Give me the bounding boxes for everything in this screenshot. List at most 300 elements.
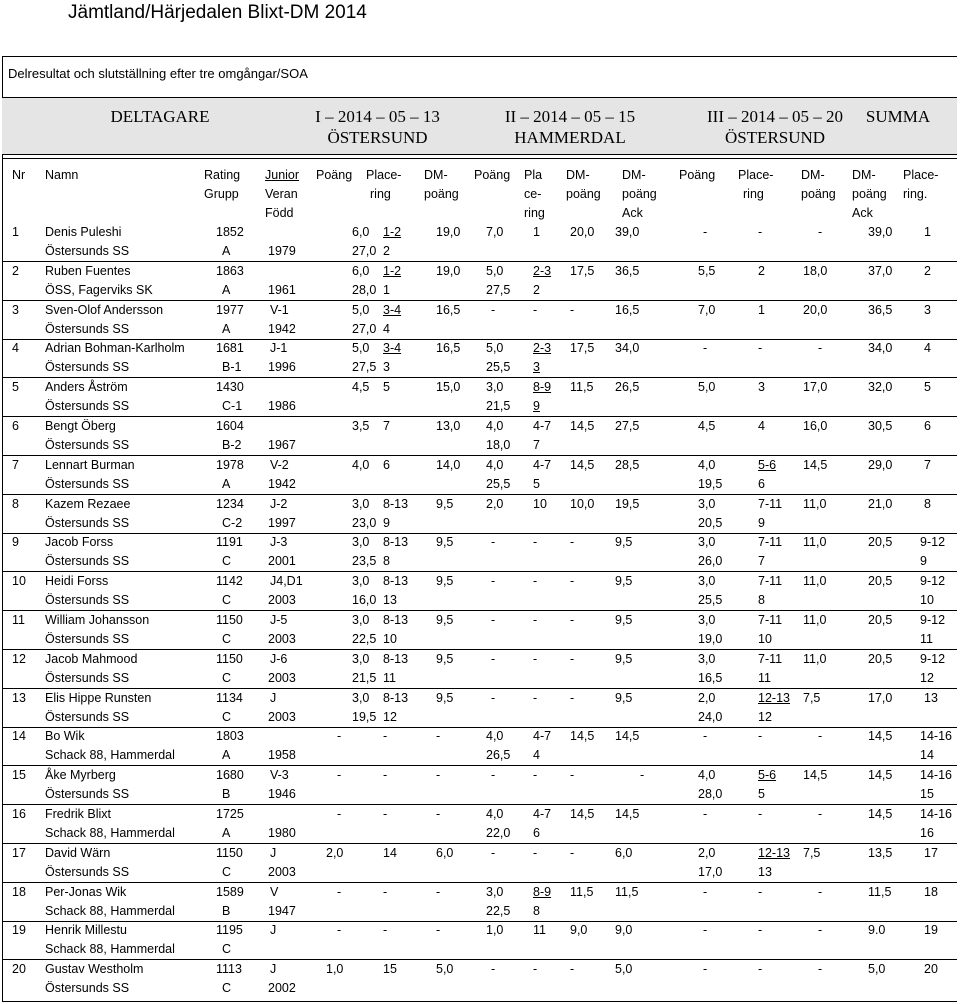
score-cell: 14,5 [803, 458, 828, 472]
score-cell: 11,5 [615, 885, 639, 899]
score-cell-sub: 27,5 [486, 283, 511, 297]
score-cell: 28,5 [615, 458, 640, 472]
score-cell: - [491, 535, 496, 549]
score-cell: 3,0 [352, 497, 370, 511]
col-header-r3-place1: Place- [738, 168, 774, 182]
score-cell: 20,5 [868, 652, 893, 666]
player-group: C [222, 865, 232, 879]
score-cell-sub: 25,5 [698, 593, 723, 607]
score-cell: 11 [533, 923, 546, 937]
group-round2 [495, 106, 645, 148]
score-cell: 3,0 [352, 535, 370, 549]
score-cell: 4-7 [533, 458, 552, 472]
score-cell: 3,0 [486, 885, 504, 899]
player-name: Henrik Millestu [45, 923, 127, 937]
round1-date: I – 2014 – 05 – 13 [315, 107, 440, 126]
score-cell: - [491, 768, 496, 782]
score-cell: - [533, 303, 538, 317]
player-group: A [222, 748, 231, 762]
col-header-r2-pla3: ring [524, 206, 545, 220]
score-cell: - [337, 923, 342, 937]
score-cell: 1-2 [383, 225, 402, 239]
score-cell: - [533, 768, 538, 782]
player-rating: 1604 [216, 419, 244, 433]
score-cell: - [337, 729, 342, 743]
score-cell: - [703, 225, 708, 239]
score-cell: - [703, 807, 708, 821]
row-divider [2, 921, 957, 922]
score-cell: 1,0 [326, 962, 344, 976]
player-rating: 1150 [216, 652, 243, 666]
score-cell: - [570, 303, 575, 317]
player-club: Östersunds SS [45, 554, 130, 568]
group-summa: SUMMA [865, 107, 931, 126]
score-cell: - [703, 962, 708, 976]
score-cell: 14,5 [570, 729, 595, 743]
round2-place: HAMMERDAL [514, 128, 626, 147]
player-junior-veteran: J-5 [270, 613, 288, 627]
score-cell: - [758, 341, 763, 355]
score-cell: 4,5 [698, 419, 716, 433]
score-cell-sub: 11 [758, 671, 771, 685]
player-birth-year: 1942 [268, 322, 296, 336]
round3-place: ÖSTERSUND [724, 128, 826, 147]
score-cell: 17 [924, 846, 938, 860]
score-cell-sub: 17,0 [698, 865, 723, 879]
score-cell: 2 [758, 264, 765, 278]
score-cell: 9,5 [436, 497, 454, 511]
col-header-r3-poang: Poäng [679, 168, 716, 182]
score-cell: 7-11 [758, 652, 783, 666]
row-divider [2, 533, 957, 534]
player-rating: 1150 [216, 846, 243, 860]
group-round1 [305, 106, 450, 148]
score-cell: 16,5 [615, 303, 640, 317]
score-cell: 2,0 [698, 691, 716, 705]
score-cell: 5,0 [486, 341, 504, 355]
score-cell-sub: 25,5 [486, 360, 511, 374]
score-cell-sub: 11 [383, 671, 396, 685]
score-cell: - [758, 729, 763, 743]
score-cell: 8-9 [533, 885, 552, 899]
score-cell: 1-2 [383, 264, 402, 278]
score-cell: 7-11 [758, 574, 783, 588]
row-divider [2, 300, 957, 301]
score-cell: - [818, 341, 823, 355]
player-club: Schack 88, Hammerdal [45, 904, 175, 918]
score-cell: 5,0 [868, 962, 886, 976]
player-club: Östersunds SS [45, 671, 130, 685]
row-number: 10 [12, 574, 26, 588]
player-club: Östersunds SS [45, 710, 130, 724]
player-rating: 1191 [216, 535, 243, 549]
player-club: Östersunds SS [45, 477, 130, 491]
player-junior-veteran: J [270, 962, 277, 976]
score-cell: 19,0 [436, 225, 461, 239]
player-birth-year: 2003 [268, 632, 296, 646]
score-cell: 3,0 [698, 613, 716, 627]
score-cell-sub: 13 [758, 865, 772, 879]
score-cell-sub: 20,5 [698, 516, 723, 530]
col-header-s-dmack2: poäng [852, 187, 887, 201]
col-header-r1-place2: ring [370, 187, 391, 201]
row-divider [2, 765, 957, 766]
score-cell: - [818, 962, 823, 976]
score-cell: - [570, 613, 575, 627]
score-cell: 11,0 [803, 497, 827, 511]
score-cell: 20,5 [868, 613, 893, 627]
player-group: C-2 [222, 516, 243, 530]
score-cell: - [491, 652, 496, 666]
score-cell-sub: 22,5 [486, 904, 511, 918]
score-cell: 14-16 [920, 729, 952, 743]
score-cell: 11,0 [803, 652, 827, 666]
score-cell: 15 [383, 962, 397, 976]
row-divider [2, 377, 957, 378]
score-cell-sub: 15 [920, 787, 934, 801]
player-name: William Johansson [45, 613, 150, 627]
score-cell: 20,0 [570, 225, 595, 239]
col-header-r2-poang: Poäng [474, 168, 511, 182]
score-cell: 6 [383, 458, 390, 472]
table-subtitle: Delresultat och slutställning efter tre omgångar/SOA [8, 66, 308, 81]
player-group: C [222, 981, 232, 995]
player-club: Östersunds SS [45, 632, 130, 646]
score-cell-sub: 22,0 [486, 826, 511, 840]
score-cell-sub: 10 [920, 593, 934, 607]
player-club: Östersunds SS [45, 244, 130, 258]
score-cell-sub: 7 [758, 554, 765, 568]
col-header-junior: Junior [265, 168, 300, 182]
player-rating: 1589 [216, 885, 244, 899]
score-cell-sub: 25,5 [486, 477, 511, 491]
row-divider [2, 571, 957, 572]
score-cell-sub: 9 [758, 516, 765, 530]
score-cell: - [758, 807, 763, 821]
score-cell: 4,0 [352, 458, 370, 472]
score-cell: 19,0 [436, 264, 461, 278]
score-cell: 7,0 [698, 303, 716, 317]
score-cell: - [570, 846, 575, 860]
col-header-r2-dmack3: Ack [622, 206, 643, 220]
score-cell: 17,0 [803, 380, 828, 394]
score-cell: 3 [758, 380, 765, 394]
score-cell-sub: 7 [533, 438, 540, 452]
col-header-s-place1: Place- [903, 168, 939, 182]
player-rating: 1725 [216, 807, 244, 821]
player-junior-veteran: J [270, 846, 277, 860]
row-number: 2 [12, 264, 19, 278]
row-divider [2, 688, 957, 689]
score-cell: 7 [383, 419, 390, 433]
score-cell-sub: 19,0 [698, 632, 723, 646]
row-number: 4 [12, 341, 19, 355]
player-club: Östersunds SS [45, 438, 130, 452]
score-cell: 9,5 [615, 535, 633, 549]
score-cell: - [383, 923, 388, 937]
col-header-r3-dm2: poäng [801, 187, 836, 201]
player-birth-year: 2003 [268, 671, 296, 685]
player-group: A [222, 826, 231, 840]
score-cell: 3,0 [352, 574, 370, 588]
row-number: 16 [12, 807, 26, 821]
row-divider [2, 649, 957, 650]
score-cell: 4-7 [533, 807, 552, 821]
row-divider [2, 727, 957, 728]
score-cell-sub: 16 [920, 826, 934, 840]
score-cell: 11,5 [570, 885, 594, 899]
score-cell: - [491, 846, 496, 860]
player-name: Heidi Forss [45, 574, 109, 588]
row-number: 20 [12, 962, 26, 976]
score-cell: 18,0 [803, 264, 828, 278]
player-group: C [222, 671, 232, 685]
score-cell: 4,0 [698, 458, 716, 472]
player-name: Jacob Forss [45, 535, 114, 549]
score-cell: 4 [758, 419, 765, 433]
player-group: C [222, 593, 232, 607]
score-cell: 5,0 [352, 341, 370, 355]
player-rating: 1803 [216, 729, 244, 743]
score-cell: - [818, 225, 823, 239]
score-cell-sub: 3 [533, 360, 540, 374]
player-name: Lennart Burman [45, 458, 135, 472]
player-club: Östersunds SS [45, 322, 130, 336]
player-name: Adrian Bohman-Karlholm [45, 341, 185, 355]
score-cell: - [337, 768, 342, 782]
score-cell-sub: 8 [758, 593, 765, 607]
player-group: B [222, 904, 231, 918]
score-cell: 9-12 [920, 574, 946, 588]
score-cell: 37,0 [868, 264, 893, 278]
score-cell: 9,5 [615, 691, 633, 705]
score-cell: - [703, 885, 708, 899]
score-cell-sub: 1 [383, 283, 390, 297]
score-cell: 14,5 [803, 768, 828, 782]
score-cell: 9-12 [920, 652, 946, 666]
score-cell: 8-13 [383, 574, 409, 588]
score-cell: - [758, 962, 763, 976]
score-cell: 5,0 [698, 380, 716, 394]
score-cell: 9,5 [436, 574, 454, 588]
row-number: 3 [12, 303, 19, 317]
score-cell: 5,0 [615, 962, 633, 976]
player-junior-veteran: J [270, 923, 277, 937]
score-cell: 3,0 [698, 497, 716, 511]
row-divider [2, 959, 957, 960]
score-cell: 5-6 [758, 768, 777, 782]
player-birth-year: 1942 [268, 477, 296, 491]
player-junior-veteran: J-6 [270, 652, 288, 666]
score-cell: 5,5 [698, 264, 716, 278]
score-cell: 8-13 [383, 497, 409, 511]
score-cell: 13,0 [436, 419, 461, 433]
player-club: Schack 88, Hammerdal [45, 748, 175, 762]
round2-date: II – 2014 – 05 – 15 [504, 107, 636, 126]
score-cell: 9.0 [868, 923, 886, 937]
score-cell: 6 [924, 419, 931, 433]
score-cell: 3,0 [352, 613, 370, 627]
score-cell: - [533, 846, 538, 860]
score-cell: 19 [924, 923, 938, 937]
player-birth-year: 1997 [268, 516, 296, 530]
player-rating: 1234 [216, 497, 244, 511]
player-group: A [222, 477, 231, 491]
score-cell: 3 [924, 303, 931, 317]
score-cell-sub: 5 [758, 787, 765, 801]
score-cell-sub: 8 [383, 554, 390, 568]
score-cell: 10 [533, 497, 547, 511]
score-cell: 6,0 [352, 225, 370, 239]
player-name: Åke Myrberg [45, 768, 116, 782]
page-title: Jämtland/Härjedalen Blixt-DM 2014 [68, 2, 367, 23]
score-cell: 9,5 [615, 613, 633, 627]
score-cell: - [570, 535, 575, 549]
score-cell: 9,5 [436, 613, 454, 627]
score-cell-sub: 16,0 [352, 593, 377, 607]
score-cell: 20,5 [868, 535, 893, 549]
score-cell: 1 [758, 303, 765, 317]
score-cell: 3,0 [698, 535, 716, 549]
score-cell: 4-7 [533, 419, 552, 433]
player-junior-veteran: V [270, 885, 279, 899]
col-header-r2-dmack1: DM- [622, 168, 646, 182]
score-cell: 36,5 [868, 303, 893, 317]
score-cell: 16,0 [803, 419, 828, 433]
player-rating: 1680 [216, 768, 244, 782]
group-round3 [695, 106, 855, 148]
player-birth-year: 1980 [268, 826, 296, 840]
player-club: Östersunds SS [45, 865, 130, 879]
score-cell: - [818, 729, 823, 743]
score-cell: - [436, 885, 441, 899]
score-cell: - [758, 885, 763, 899]
player-rating: 1430 [216, 380, 244, 394]
score-cell-sub: 21,5 [486, 399, 511, 413]
score-cell: 4,0 [486, 458, 504, 472]
score-cell: 2,0 [486, 497, 504, 511]
score-cell: - [570, 768, 575, 782]
player-name: Gustav Westholm [45, 962, 144, 976]
score-cell-sub: 9 [383, 516, 390, 530]
score-cell: 11,0 [803, 535, 827, 549]
score-cell: 3-4 [383, 341, 402, 355]
score-cell-sub: 12 [383, 710, 397, 724]
player-birth-year: 1947 [268, 904, 296, 918]
score-cell: - [491, 613, 496, 627]
score-cell-sub: 19,5 [352, 710, 377, 724]
score-cell: - [703, 729, 708, 743]
player-rating: 1134 [216, 691, 243, 705]
player-club: Schack 88, Hammerdal [45, 942, 175, 956]
player-group: B-2 [222, 438, 242, 452]
row-number: 17 [12, 846, 26, 860]
col-header-r2-pla2: ce- [524, 187, 542, 201]
player-group: C-1 [222, 399, 243, 413]
score-cell: 6,0 [352, 264, 370, 278]
score-cell: 4 [924, 341, 931, 355]
score-cell: 11,5 [868, 885, 892, 899]
col-header-rating: Rating [204, 168, 241, 182]
player-club: Östersunds SS [45, 593, 130, 607]
player-name: Fredrik Blixt [45, 807, 111, 821]
player-group: B-1 [222, 360, 242, 374]
score-cell: 30,5 [868, 419, 893, 433]
score-cell: 11,0 [803, 574, 827, 588]
score-cell: 11,0 [803, 613, 827, 627]
col-header-s-dmack3: Ack [852, 206, 873, 220]
score-cell: 17,5 [570, 341, 595, 355]
row-number: 19 [12, 923, 26, 937]
score-cell: 9-12 [920, 613, 946, 627]
player-name: Bo Wik [45, 729, 85, 743]
player-birth-year: 1967 [268, 438, 296, 452]
score-cell-sub: 9 [920, 554, 927, 568]
player-name: Per-Jonas Wik [45, 885, 127, 899]
score-cell: 14,5 [615, 807, 640, 821]
score-cell-sub: 26,0 [698, 554, 723, 568]
score-cell: - [818, 923, 823, 937]
row-divider [2, 261, 957, 262]
score-cell: 8-13 [383, 613, 409, 627]
player-name: Elis Hippe Runsten [45, 691, 152, 705]
score-cell: - [818, 807, 823, 821]
score-cell: 2-3 [533, 341, 552, 355]
row-divider [2, 804, 957, 805]
score-cell: 5-6 [758, 458, 777, 472]
score-cell: 15,0 [436, 380, 461, 394]
player-name: Bengt Öberg [45, 419, 116, 433]
player-name: Ruben Fuentes [45, 264, 131, 278]
col-header-namn: Namn [45, 168, 79, 182]
score-cell: - [436, 768, 441, 782]
group-deltagare: DELTAGARE [110, 107, 210, 126]
score-cell: 7-11 [758, 535, 783, 549]
score-cell: 6,0 [436, 846, 454, 860]
row-number: 12 [12, 652, 26, 666]
score-cell-sub: 27,0 [352, 322, 377, 336]
score-cell: 2,0 [326, 846, 344, 860]
player-birth-year: 1996 [268, 360, 296, 374]
col-header-nr: Nr [12, 168, 26, 182]
score-cell-sub: 6 [533, 826, 540, 840]
player-birth-year: 1958 [268, 748, 296, 762]
row-number: 7 [12, 458, 19, 472]
row-number: 11 [12, 613, 25, 627]
score-cell-sub: 19,5 [698, 477, 723, 491]
score-cell: 10,0 [570, 497, 595, 511]
score-cell-sub: 16,5 [698, 671, 723, 685]
score-cell: - [533, 535, 538, 549]
score-cell: 9,0 [615, 923, 633, 937]
col-header-r1-dm2: poäng [424, 187, 459, 201]
score-cell: 11,5 [570, 380, 594, 394]
score-cell: - [491, 691, 496, 705]
score-cell: - [570, 574, 575, 588]
score-cell: 5 [383, 380, 390, 394]
score-cell: 14-16 [920, 768, 952, 782]
score-cell: 3,0 [352, 652, 370, 666]
score-cell: 8-13 [383, 535, 409, 549]
col-header-r2-pla1: Pla [524, 168, 543, 182]
score-cell: 14,5 [570, 807, 595, 821]
row-number: 18 [12, 885, 26, 899]
player-junior-veteran: V-1 [270, 303, 289, 317]
player-rating: 1977 [216, 303, 244, 317]
player-rating: 1150 [216, 613, 243, 627]
row-number: 13 [12, 691, 26, 705]
player-birth-year: 2003 [268, 593, 296, 607]
